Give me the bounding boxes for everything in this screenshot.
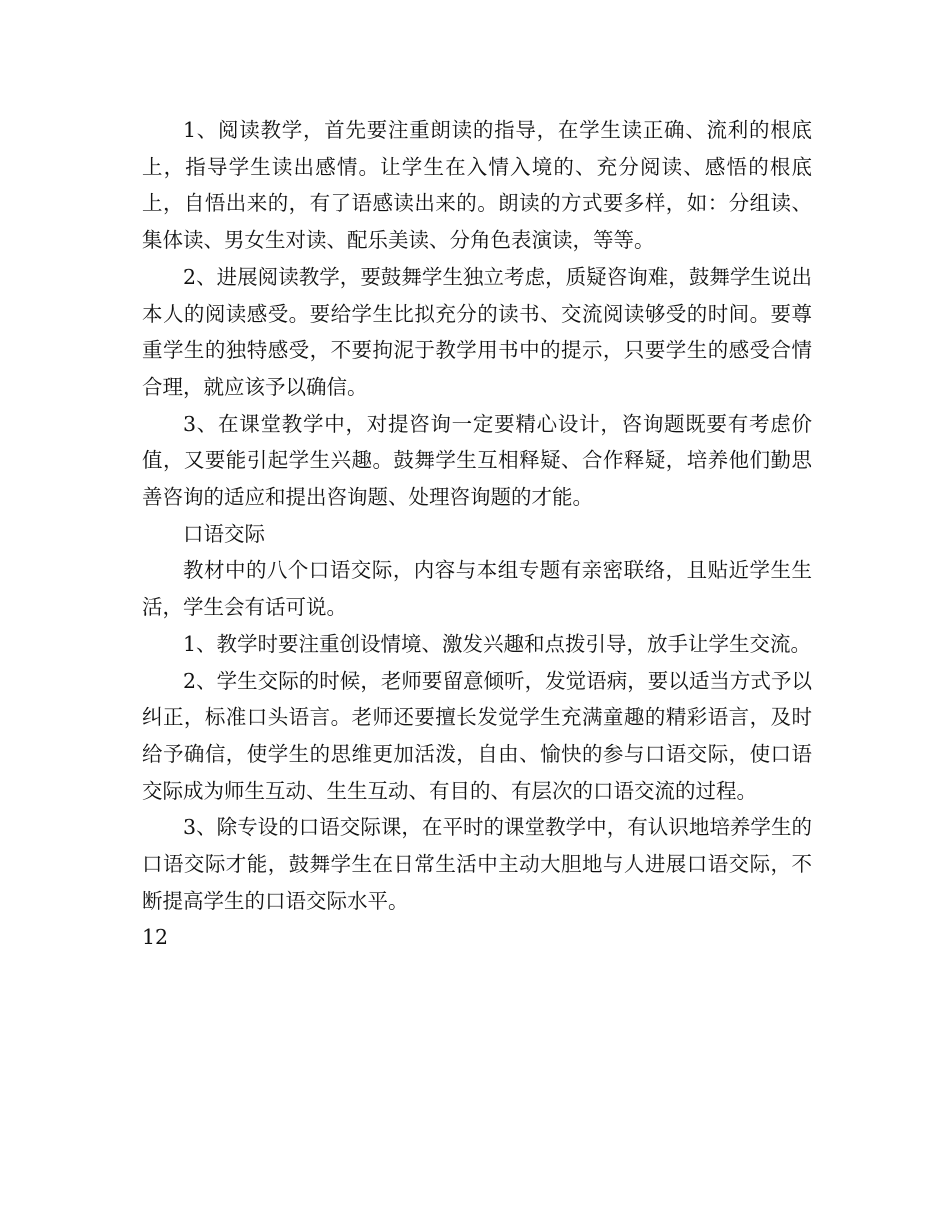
paragraph-oral-2: 2、学生交际的时候，老师要留意倾听，发觉语病，要以适当方式予以纠正，标准口头语言。老师还要擅长发觉学生充满童趣的精彩语言，及时给予确信，使学生的思维更加活泼，自由、愉快的参与口语交际，使口语交际成为师生互动、生生互动、有目的、有层次的口语交流的过程。 [142, 668, 812, 803]
document-page [142, 112, 812, 956]
paragraph-reading-3: 3、在课堂教学中，对提咨询一定要精心设计，咨询题既要有考虑价值，又要能引起学生兴趣。鼓舞学生互相释疑、合作释疑，培养他们勤思善咨询的适应和提出咨询题、处理咨询题的才能。 [142, 411, 812, 510]
paragraph-reading-2: 2、进展阅读教学，要鼓舞学生独立考虑，质疑咨询难，鼓舞学生说出本人的阅读感受。要给学生比拟充分的读书、交流阅读够受的时间。要尊重学生的独特感受，不要拘泥于教学用书中的提示，只要学生的感受合情合理，就应该予以确信。 [142, 264, 812, 399]
paragraph-oral-1: 1、教学时要注重创设情境、激发兴趣和点拨引导，放手让学生交流。 [183, 631, 812, 656]
section-heading: 口语交际 [183, 521, 265, 546]
paragraph-oral-3: 3、除专设的口语交际课，在平时的课堂教学中，有认识地培养学生的口语交际才能，鼓舞学生在日常生活中主动大胆地与人进展口语交际，不断提高学生的口语交际水平。 [142, 815, 812, 913]
page-number: 12 [142, 925, 169, 950]
paragraph-oral-intro: 教材中的八个口语交际，内容与本组专题有亲密联络，且贴近学生生活，学生会有话可说。 [142, 558, 812, 620]
paragraph-reading-1: 1、阅读教学，首先要注重朗读的指导，在学生读正确、流利的根底上，指导学生读出感情。让学生在入情入境的、充分阅读、感悟的根底上，自悟出来的，有了语感读出来的。朗读的方式要多样，如：分组读、集体读、男女生对读、配乐美读、分角色表演读，等等。 [142, 118, 812, 253]
